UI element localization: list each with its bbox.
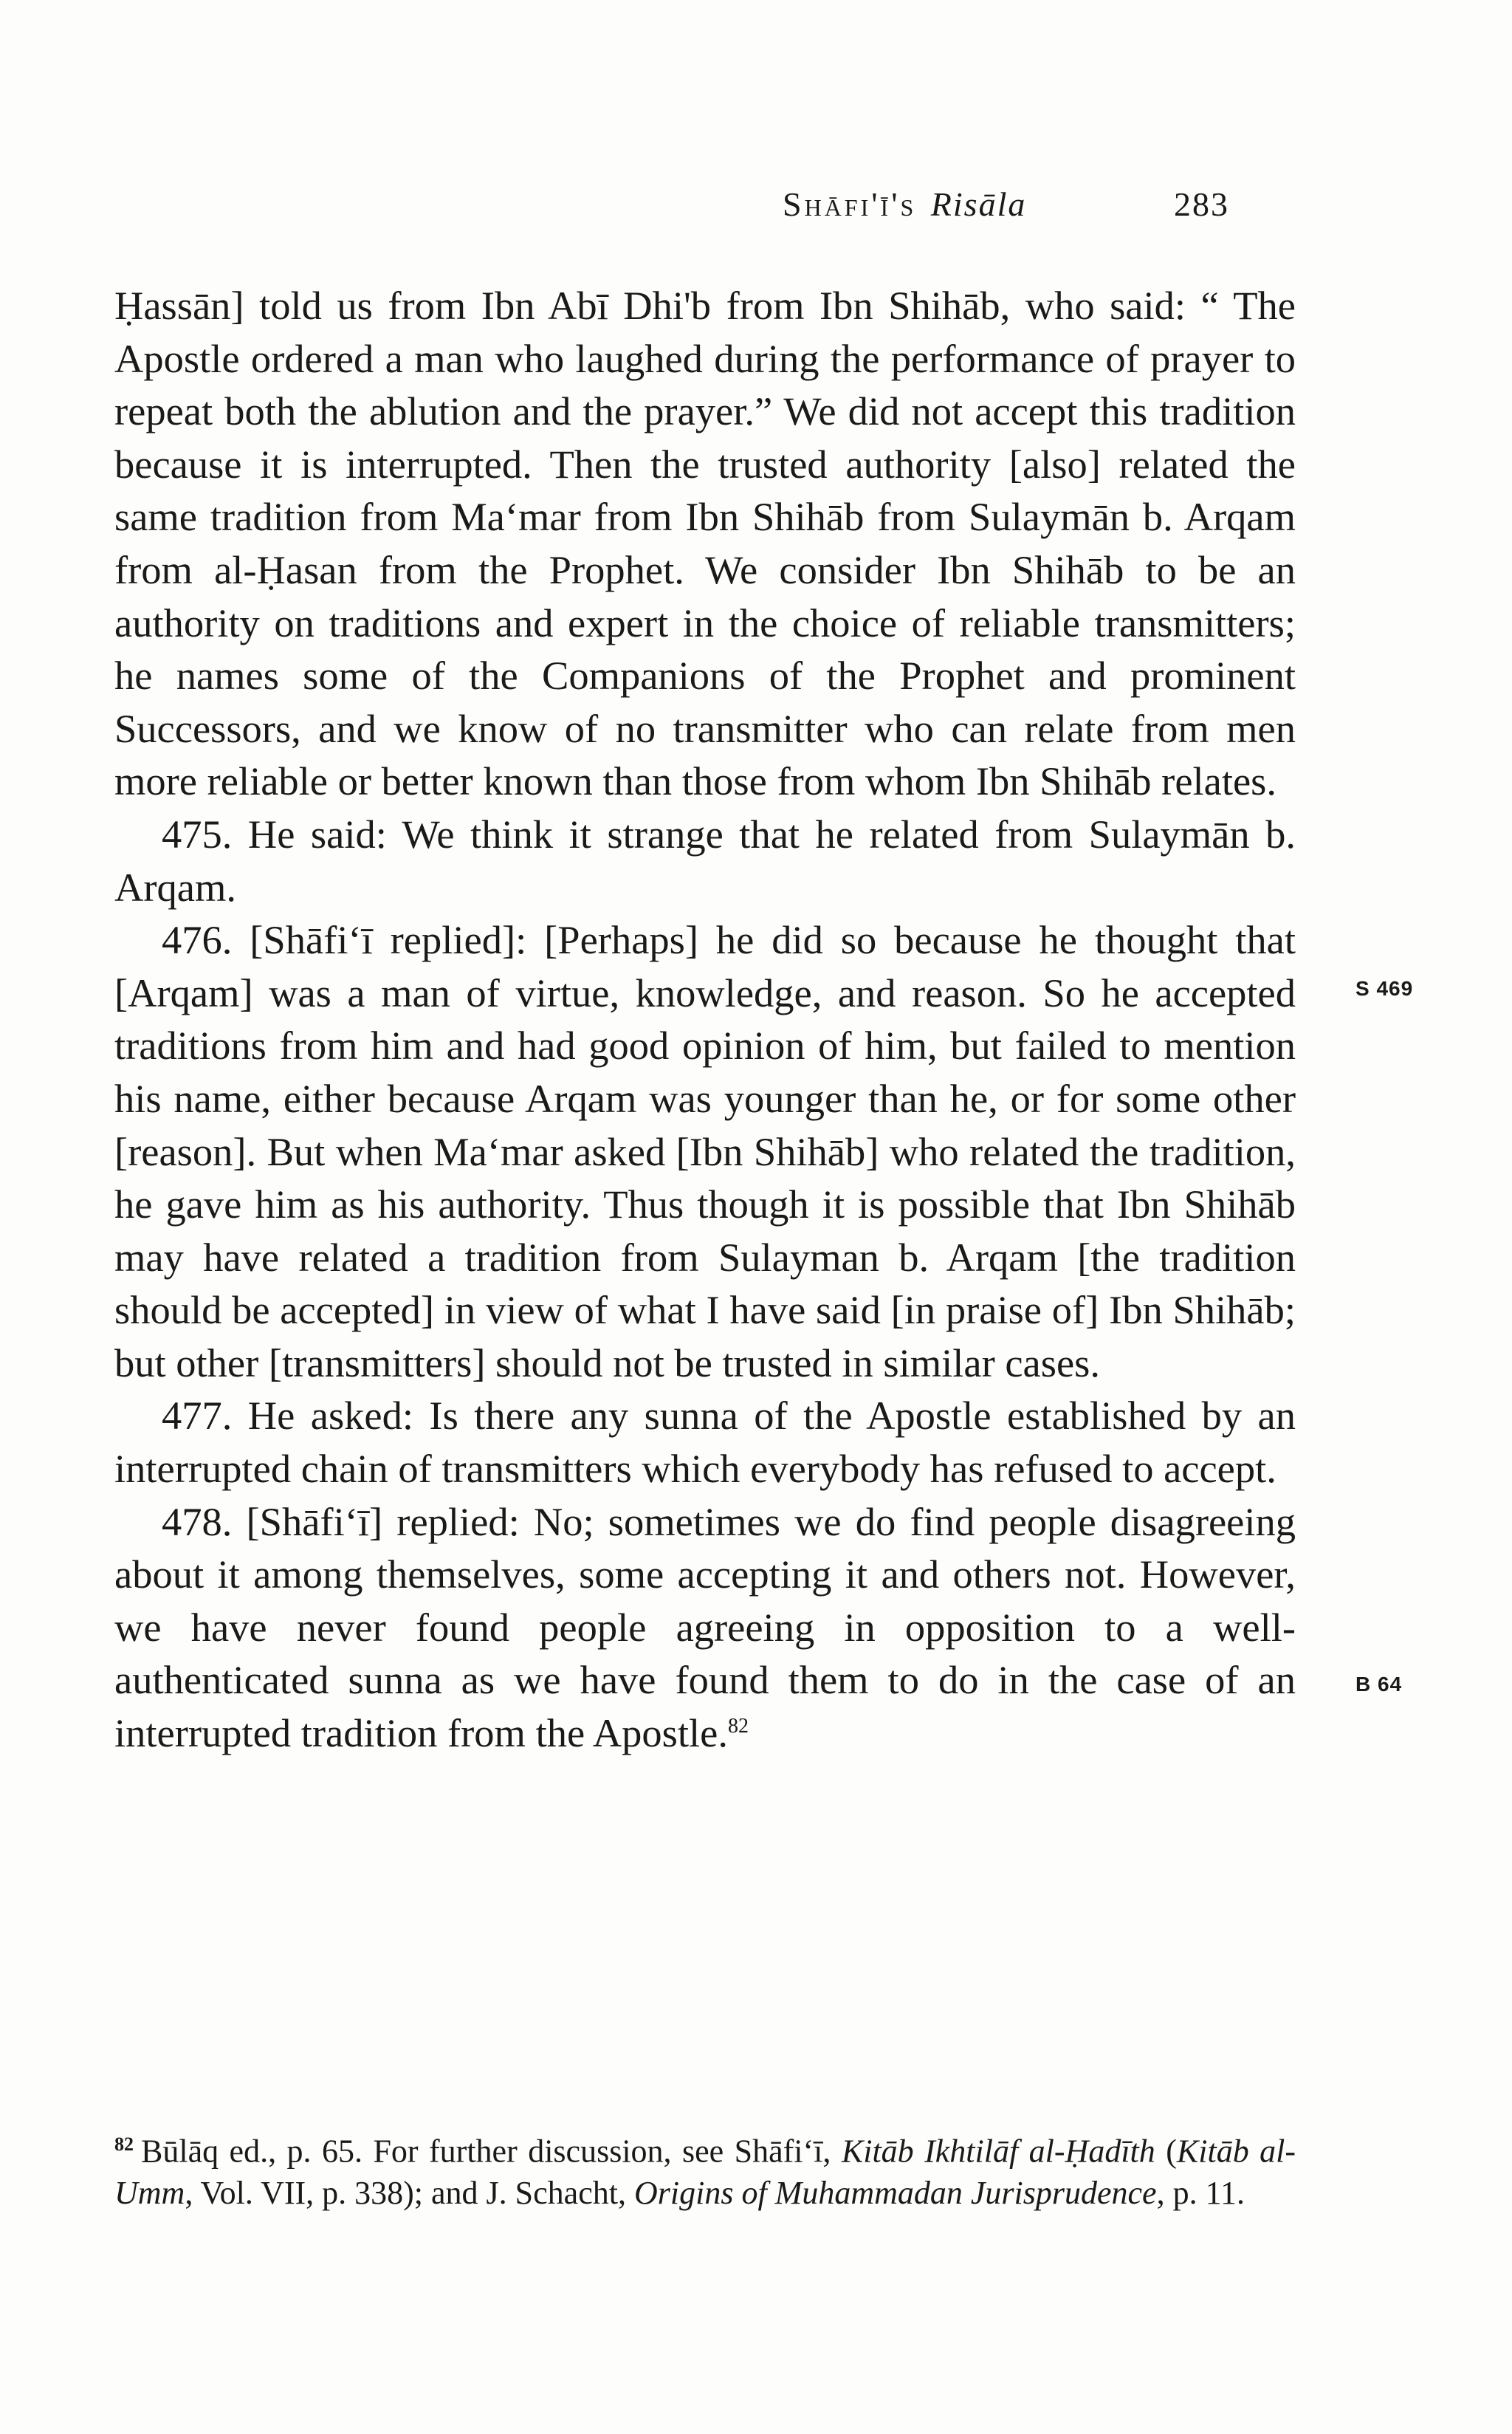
- paragraph-475: 475. He said: We think it strange that he related from Sulaymān b. Arqam.: [114, 811, 1296, 910]
- footnote-title-1: Kitāb Ikhtilāf al-Ḥadīth: [841, 2133, 1155, 2170]
- page-number: 283: [1174, 185, 1229, 223]
- footnote: [114, 2124, 1296, 2214]
- paragraph-478-text: 478. [Shāfi‘ī] replied: No; sometimes we do find people disagreeing about it among themselves, some accepting it and others not. However, we have never found people agreeing in opposition to a well-authenticated sunna as we have found them to do in the case of an interrupted tradition from the Apostle.: [114, 1498, 1296, 1756]
- footnote-title-3: Origins of Muhammadan Jurisprudence: [633, 2174, 1157, 2211]
- paragraph-continued: Ḥassān] told us from Ibn Abī Dhi'b from Ibn Shihāb, who said: “ The Apostle ordered a man who laughed during the performance of prayer to repeat both the ablution and the prayer.” We did not accept this tradition because it is interrupted. Then the trusted authority [also] related the same tradition from Ma‘mar from Ibn Shihāb from Sulaymān b. Arqam from al-Ḥasan from the Prophet. We consider Ibn Shihāb to be an authority on traditions and expert in the choice of reliable transmitters; he names some of the Companions of the Prophet and prominent Successors, and we know of no transmitter who can relate from men more reliable or better known than those from whom Ibn Shihāb relates.: [114, 283, 1296, 804]
- running-head-title: Risāla: [930, 185, 1027, 223]
- footnote-text-2: (: [1166, 2133, 1177, 2170]
- margin-note-b64: B 64: [1355, 1673, 1403, 1696]
- paragraph-476: 476. [Shāfi‘ī replied]: [Perhaps] he did so because he thought that [Arqam] was a man of virtue, knowledge, and reason. So he accepted traditions from him and had good opinion of him, but failed to mention his name, either because Arqam was younger than he, or for some other [reason]. But when Ma‘mar asked [Ibn Shihāb] who related the tradition, he gave him as his authority. Thus though it is possible that Ibn Shihāb may have related a tradition from Sulayman b. Arqam [the tradition should be accepted] in view of what I have said [in praise of] Ibn Shihāb; but other [transmitters] should not be trusted in similar cases.: [114, 917, 1296, 1385]
- footnote-title-2: Kitāb al-Umm: [114, 2133, 1296, 2211]
- running-head: [783, 185, 1229, 224]
- footnote-text-3: , Vol. VII, p. 338); and J. Schacht,: [185, 2174, 626, 2211]
- footnote-text-4: , p. 11.: [1156, 2174, 1245, 2211]
- footnote-text-1: Būlāq ed., p. 65. For further discussion, see Shāfi‘ī,: [141, 2133, 831, 2170]
- margin-note-s469: S 469: [1355, 977, 1414, 1000]
- footnote-reference: 82: [727, 1714, 749, 1738]
- paragraph-478: [114, 1495, 1296, 1760]
- running-head-author: Shāfi'ī's: [783, 185, 917, 223]
- paragraph-477: 477. He asked: Is there any sunna of the Apostle established by an interrupted chain of transmitters which everybody has refused to accept.: [114, 1393, 1296, 1492]
- body-text: [114, 279, 1296, 1760]
- footnote-mark: 82: [114, 2133, 134, 2155]
